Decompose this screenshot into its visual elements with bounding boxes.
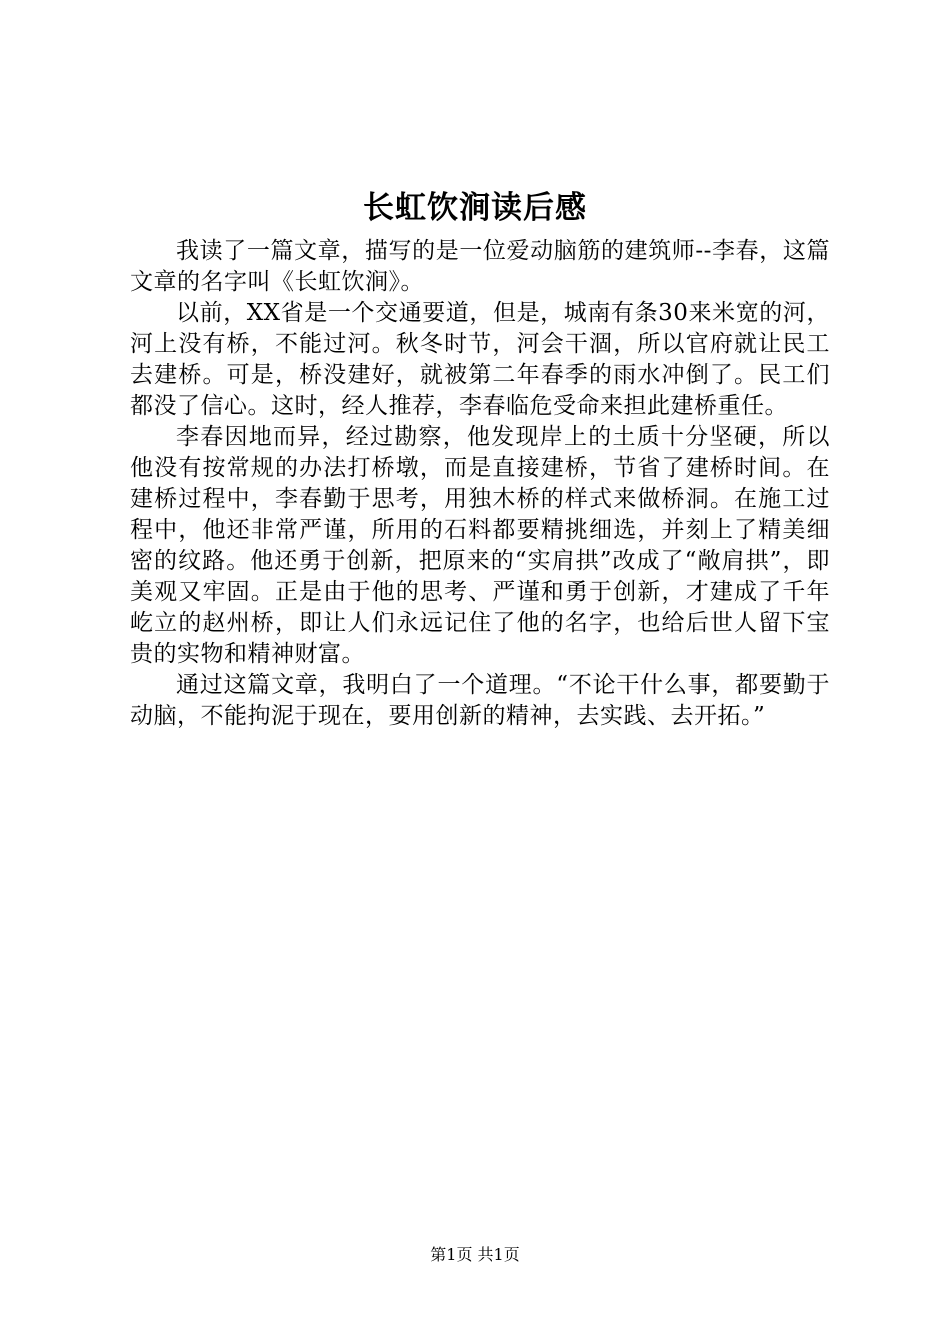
page-footer: 第1页 共1页 [430,1245,520,1264]
paragraph-1: 我读了一篇文章，描写的是一位爱动脑筋的建筑师--李春，这篇文章的名字叫《长虹饮涧》。 [130,238,830,295]
paragraph-2: 以前，XX省是一个交通要道，但是，城南有条30来米宽的河，河上没有桥，不能过河。秋冬时节，河会干涸，所以官府就让民工去建桥。可是，桥没建好，就被第二年春季的雨水冲倒了。民工们都没了信心。这时，经人推荐，李春临危受命来担此建桥重任。 [130,300,830,419]
paragraph-4: 通过这篇文章，我明白了一个道理。“不论干什么事，都要勤于动脑，不能拘泥于现在，要用创新的精神，去实践、去开拓。” [130,672,830,729]
document-body [130,236,830,732]
paragraph-3: 李春因地而异，经过勘察，他发现岸上的土质十分坚硬，所以他没有按常规的办法打桥墩，而是直接建桥，节省了建桥时间。在建桥过程中，李春勤于思考，用独木桥的样式来做桥洞。在施工过程中，他还非常严谨，所用的石料都要精挑细选，并刻上了精美细密的纹路。他还勇于创新，把原来的“实肩拱”改成了“敞肩拱”，即美观又牢固。正是由于他的思考、严谨和勇于创新，才建成了千年屹立的赵州桥，即让人们永远记住了他的名字，也给后世人留下宝贵的实物和精神财富。 [130,424,830,667]
document-title: 长虹饮涧读后感 [363,190,587,226]
